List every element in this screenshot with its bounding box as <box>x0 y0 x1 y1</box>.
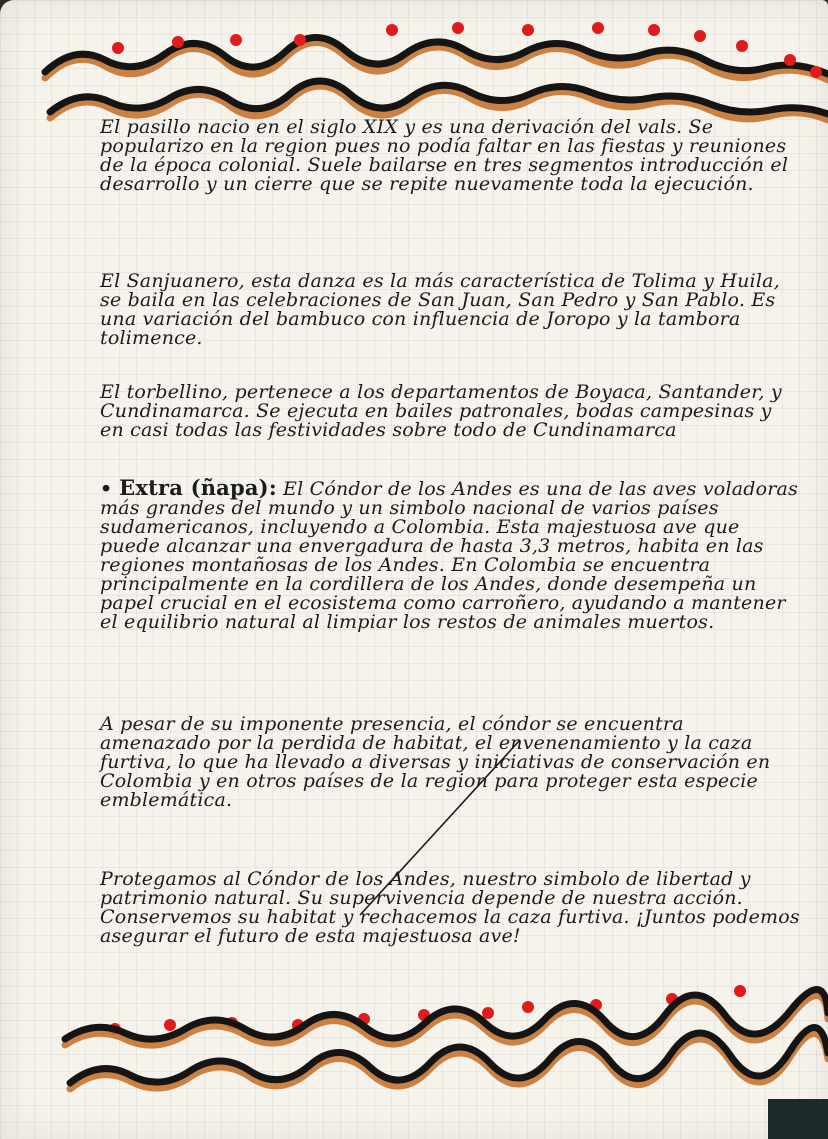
background-corner <box>768 1099 828 1139</box>
paragraph-condor-text: El Cóndor de los Andes es una de las aves voladoras más grandes del mundo y un simbolo nacional de varios países sudamericanos, incluyendo a Colombia. Esta majestuosa ave que puede alcanzar una envergadura de hasta 3,3 metros, habita en las regiones montañosas de los Andes. En Colombia se encuentra principalmente en la cordillera de los Andes, donde desempeña un papel crucial en el ecosistema como carroñero, ayudando a mantener el equilibrio natural al limpiar los restos de animales muertos. <box>100 478 799 633</box>
paragraph-sanjuanero <box>100 272 800 348</box>
paragraph-pasillo <box>100 118 800 194</box>
paragraph-condor-call <box>100 870 800 946</box>
bottom-wave-border <box>0 985 828 1115</box>
paragraph-sanjuanero-text: El Sanjuanero, esta danza es la más característica de Tolima y Huila, se baila en las celebraciones de San Juan, San Pedro y San Pablo. Es una variación del bambuco con influencia de Joropo y la tambora tolimence. <box>100 270 780 349</box>
paragraph-pasillo-text: El pasillo nacio en el siglo XIX y es una derivación del vals. Se popularizo en la region pues no podía faltar en las fiestas y reuniones de la época colonial. Suele bailarse en tres segmentos introducción el desarrollo y un cierre que se repite nuevamente toda la ejecución. <box>100 116 789 195</box>
bullet-point: • <box>100 478 120 500</box>
paragraph-torbellino-text: El torbellino, pertenece a los departamentos de Boyaca, Santander, y Cundinamarca. Se ejecuta en bailes patronales, bodas campesinas y en casi todas las festividades sobre todo de Cundinamarca <box>100 381 782 441</box>
paragraph-condor-extra <box>100 475 800 633</box>
paragraph-condor-call-text: Protegamos al Cóndor de los Andes, nuestro simbolo de libertad y patrimonio natural. Su supervivencia depende de nuestra acción. Conservemos su habitat y rechacemos la caza furtiva. ¡Juntos podemos asegurar el futuro de esta majestuosa ave! <box>100 868 800 947</box>
paragraph-torbellino <box>100 383 800 440</box>
extra-label: Extra (ñapa): <box>119 475 277 500</box>
paragraph-condor-threats <box>100 715 800 810</box>
paragraph-condor-threats-text: A pesar de su imponente presencia, el cóndor se encuentra amenazado por la perdida de habitat, el envenenamiento y la caza furtiva, lo que ha llevado a diversas y iniciativas de conservación en Colombia y en otros países de la region para proteger esta especie emblemática. <box>100 713 771 811</box>
